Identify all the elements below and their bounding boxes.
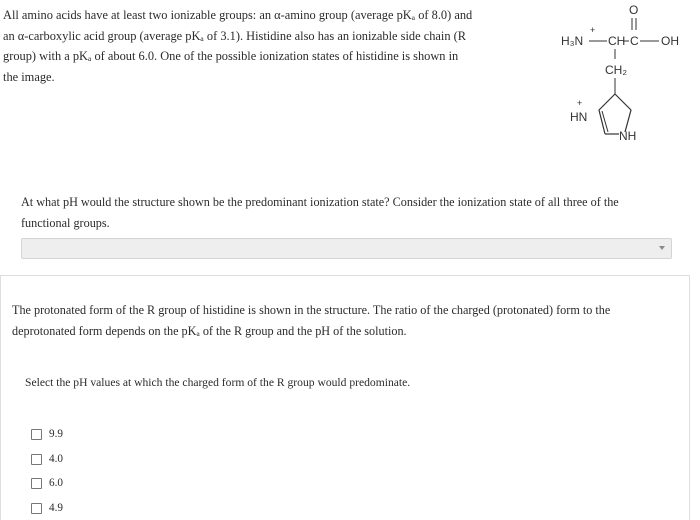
amino-group: H₃N — [561, 34, 584, 48]
option-label: 9.9 — [49, 428, 63, 440]
carbonyl-oxygen: O — [629, 3, 639, 17]
intro-line: All amino acids have at least two ionizable groups: an α-amino group (average pKₐ of 8.0) and — [3, 8, 473, 22]
carboxyl-carbon: C — [630, 34, 639, 48]
info-line: deprotonated form depends on the pKₐ of the R group and the pH of the solution. — [12, 323, 407, 338]
option-label: 4.9 — [49, 502, 63, 514]
checkbox[interactable] — [31, 454, 42, 465]
question-2-panel — [0, 275, 690, 520]
option-6-0[interactable] — [31, 476, 63, 490]
chevron-down-icon — [659, 246, 665, 250]
intro-line: group) with a pKₐ of about 6.0. One of the possible ionization states of histidine is shown in — [3, 49, 459, 63]
option-4-0[interactable] — [31, 452, 63, 466]
checkbox[interactable] — [31, 503, 42, 514]
question-1 — [21, 192, 686, 233]
select-prompt: Select the pH values at which the charged form of the R group would predominate. — [25, 376, 411, 389]
ring-charge: + — [577, 98, 583, 108]
info-line: The protonated form of the R group of histidine is shown in the structure. The ratio of the charged (protonated) form to the — [12, 303, 611, 317]
amino-charge: + — [590, 25, 596, 35]
option-9-9[interactable] — [31, 427, 63, 441]
ring-nh-plus: HN — [570, 110, 588, 124]
info-text — [12, 300, 682, 341]
checkbox[interactable] — [31, 429, 42, 440]
ring-nh: NH — [619, 129, 637, 143]
question-line: functional groups. — [21, 215, 110, 230]
methylene-group: CH₂ — [605, 63, 627, 77]
hydroxyl-group: OH — [661, 34, 679, 48]
intro-line: an α-carboxylic acid group (average pKₐ of 3.1). Histidine also has an ionizable side chain (R — [3, 28, 467, 43]
intro-text — [3, 5, 523, 87]
option-label: 6.0 — [49, 477, 63, 489]
histidine-structure — [555, 0, 700, 160]
question-line: At what pH would the structure shown be the predominant ionization state? Consider the ionization state of all three of the — [21, 195, 619, 209]
answer-dropdown[interactable] — [21, 238, 672, 259]
alpha-carbon: CH — [608, 34, 626, 48]
option-label: 4.0 — [49, 453, 63, 465]
checkbox[interactable] — [31, 478, 42, 489]
intro-line: the image. — [3, 69, 55, 84]
